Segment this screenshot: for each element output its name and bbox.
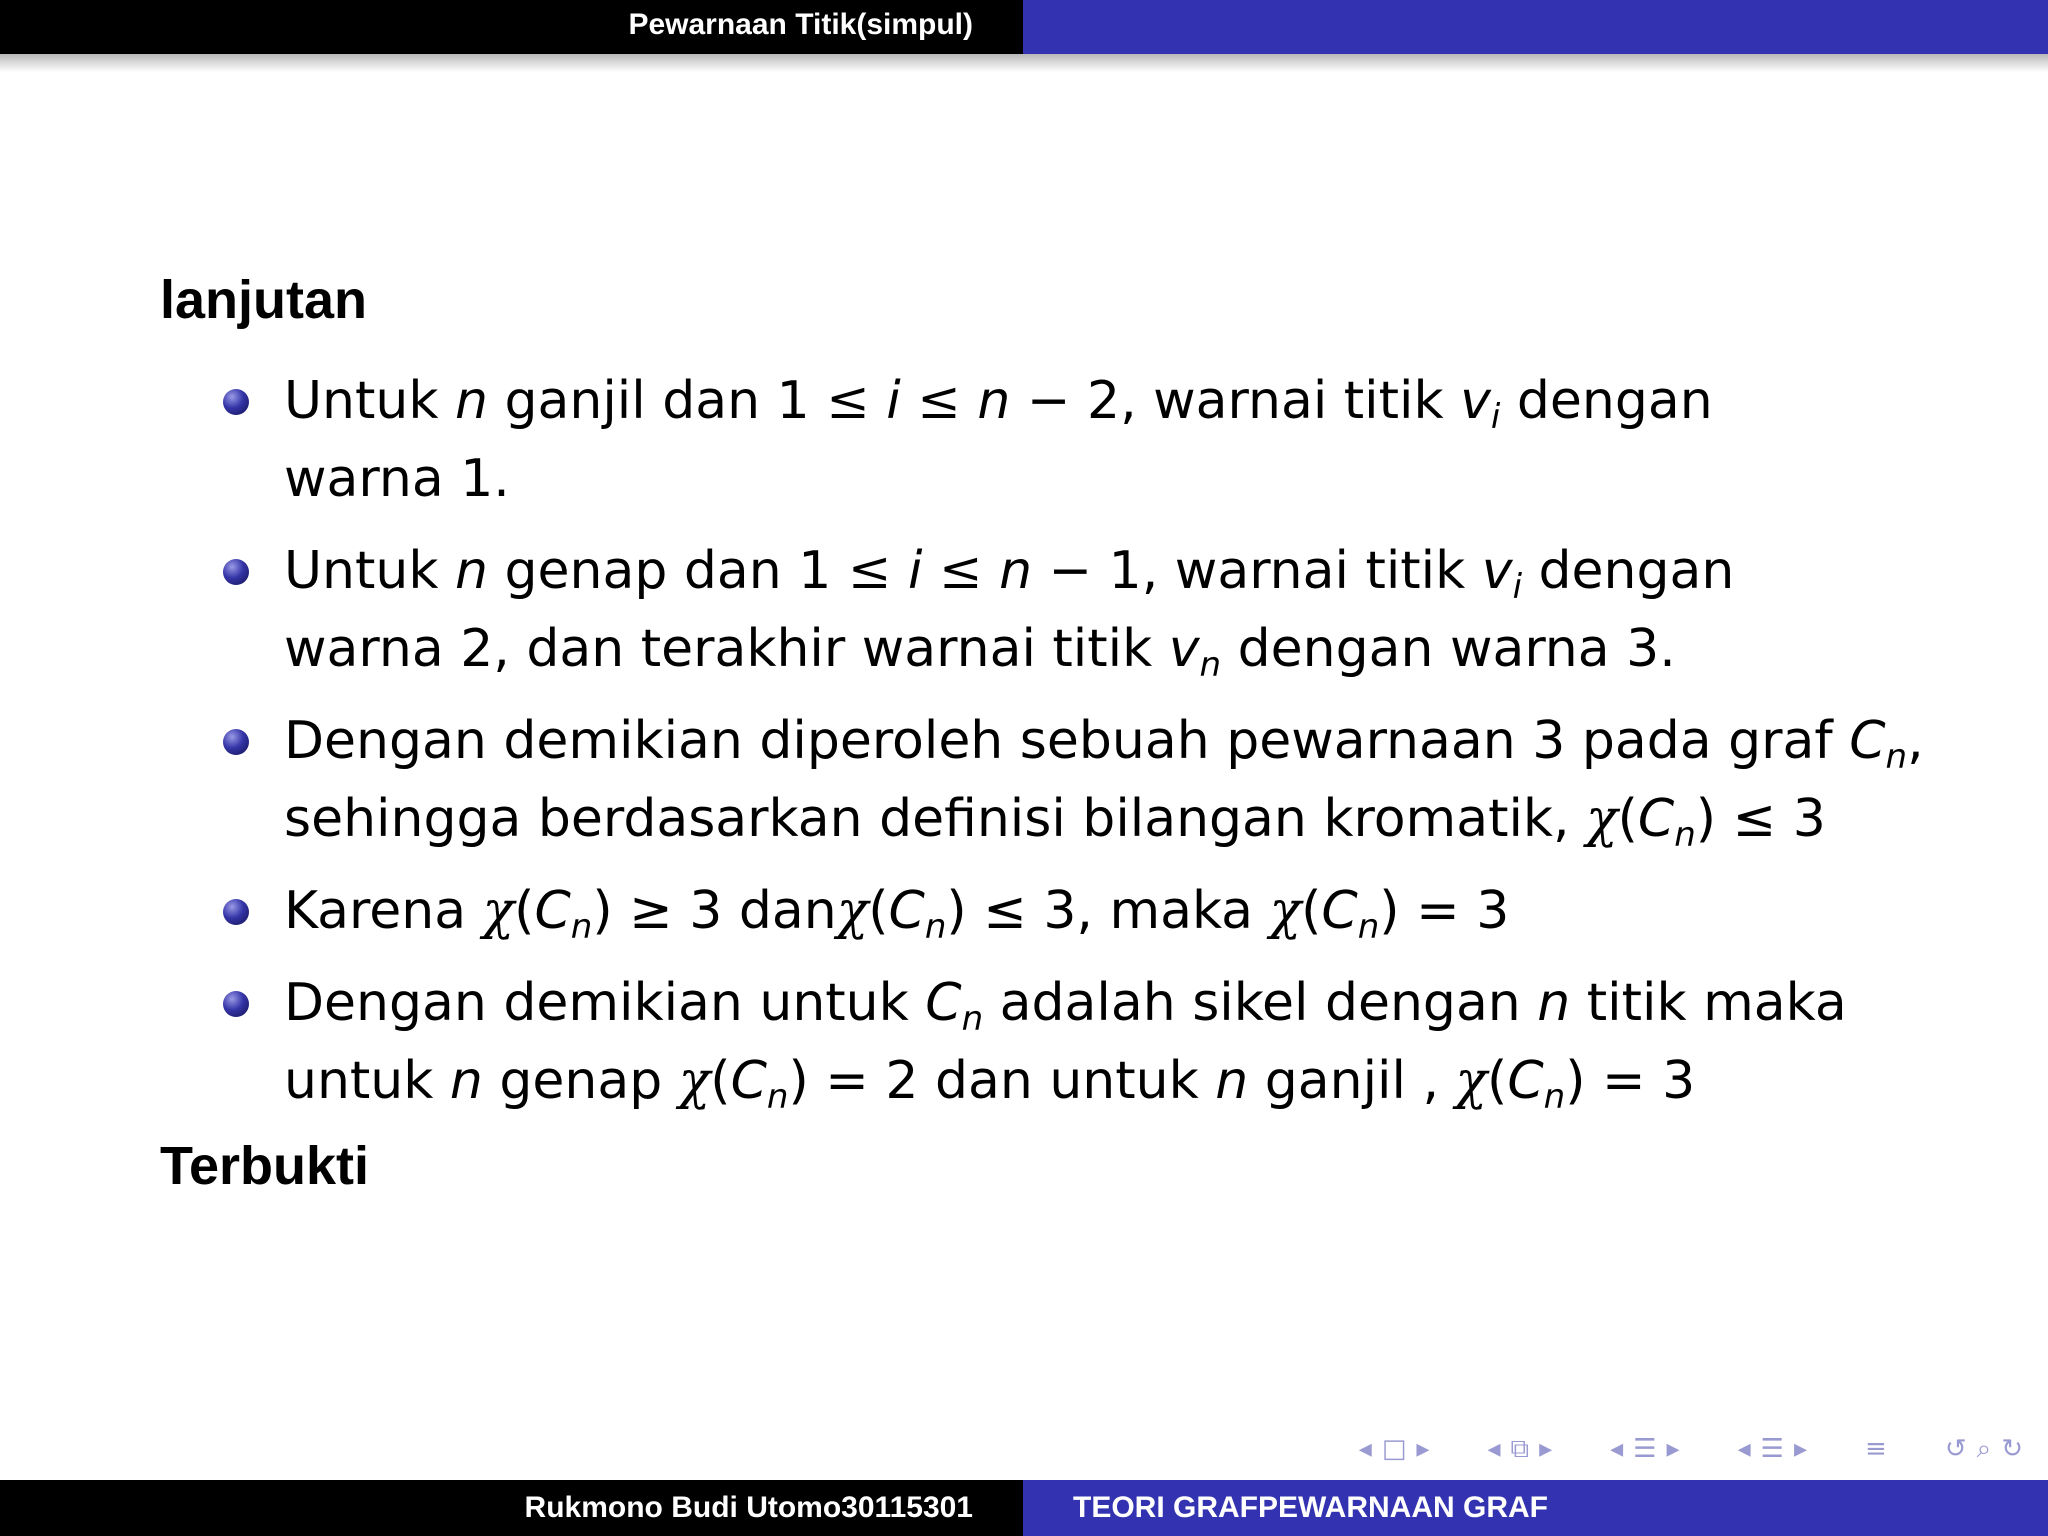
math-var: v — [1481, 541, 1513, 601]
block-heading-terbukti: Terbukti — [160, 1136, 370, 1196]
math-subscript: n — [924, 907, 947, 947]
nav-subsection-icon[interactable]: ⧉ — [1510, 1433, 1530, 1464]
math-paren: ( — [1487, 1051, 1508, 1111]
list-item — [0, 532, 1924, 688]
bullet-icon — [223, 899, 249, 925]
item-text: , — [1907, 711, 1924, 771]
item-text — [891, 541, 908, 601]
footline-right — [1023, 1480, 2048, 1536]
math-subscript: n — [766, 1077, 789, 1117]
block-heading-lanjutan: lanjutan — [160, 270, 368, 330]
item-text: Dengan demikian diperoleh sebuah pewarnaan 3 pada graf — [284, 711, 1850, 771]
nav-prev-frame-icon[interactable]: ◂ — [1358, 1434, 1372, 1464]
item-text: sehingga berdasarkan definisi bilangan kromatik, — [284, 789, 1587, 849]
nav-next-subsection-icon[interactable]: ▸ — [1539, 1434, 1553, 1464]
math-subscript: n — [1885, 737, 1908, 777]
math-var: C — [1849, 711, 1886, 771]
headline-right — [1023, 0, 2048, 54]
math-subscript: n — [961, 999, 984, 1039]
nav-section-icon[interactable]: ☰ — [1633, 1434, 1657, 1464]
math-var: C — [1507, 1051, 1544, 1111]
headline-shadow — [0, 54, 2048, 72]
math-var: n — [977, 371, 1011, 431]
nav-align-icon[interactable]: ≡ — [1865, 1434, 1887, 1464]
item-text: = 3 — [1399, 881, 1510, 941]
math-var: i — [886, 371, 901, 431]
math-subscript: n — [1357, 907, 1380, 947]
beamer-navigation-bar — [1354, 1432, 2028, 1466]
nav-next-section-icon[interactable]: ▸ — [1793, 1434, 1808, 1464]
math-symbol: ≤ — [938, 541, 983, 601]
item-text: warna 2, dan terakhir warnai titik — [284, 619, 1169, 679]
math-var: v — [1460, 371, 1491, 431]
math-paren: ( — [514, 881, 535, 941]
bullet-icon — [223, 729, 249, 755]
nav-prev-section-icon[interactable]: ◂ — [1610, 1434, 1624, 1464]
frame-section-title[interactable]: Pewarnaan Titik(simpul) — [628, 8, 973, 41]
math-subscript: n — [1543, 1077, 1566, 1117]
item-text: = 3 — [1585, 1051, 1696, 1111]
math-var: i — [907, 541, 923, 601]
item-text: ≤ 3, maka — [966, 881, 1270, 941]
list-item — [0, 362, 1924, 518]
math-var: n — [1215, 1051, 1249, 1111]
item-text: − 2, warnai titik — [1010, 371, 1461, 431]
item-text: ganjil , — [1248, 1051, 1456, 1111]
headline-bar — [0, 0, 2048, 54]
math-var: C — [534, 881, 571, 941]
item-text — [961, 371, 978, 431]
nav-back-icon[interactable]: ↺ — [1944, 1434, 1967, 1464]
math-chi: χ — [836, 881, 869, 941]
footline-left — [0, 1480, 1023, 1536]
math-subscript: n — [570, 907, 593, 947]
footer-title: TEORI GRAFPEWARNAAN GRAF — [1073, 1491, 1548, 1524]
footline-bar — [0, 1480, 2048, 1536]
math-var: C — [1637, 789, 1675, 849]
item-text: dengan — [1500, 371, 1713, 431]
math-var: n — [449, 1051, 483, 1111]
math-symbol: ≤ — [826, 371, 870, 431]
nav-prev-subsection-icon[interactable]: ◂ — [1487, 1434, 1501, 1464]
math-var: v — [1168, 619, 1200, 679]
item-text: dengan warna 3. — [1221, 619, 1676, 679]
math-paren: ) — [1695, 789, 1717, 849]
item-text: ≥ 3 dan — [612, 881, 837, 941]
math-symbol: ≤ — [917, 371, 961, 431]
bullet-icon — [223, 559, 249, 585]
item-text: − 1, warnai titik — [1032, 541, 1482, 601]
item-text: Karena — [284, 881, 483, 941]
math-var: C — [1321, 881, 1358, 941]
item-text — [870, 371, 887, 431]
nav-frame-icon[interactable]: □ — [1381, 1434, 1407, 1464]
nav-section-icon[interactable]: ☰ — [1760, 1434, 1784, 1464]
item-text: genap — [482, 1051, 679, 1111]
item-text — [901, 371, 918, 431]
math-paren: ( — [1617, 789, 1638, 849]
item-text: titik maka — [1570, 973, 1847, 1033]
math-paren: ) — [1379, 881, 1400, 941]
math-chi: χ — [678, 1051, 711, 1111]
list-item — [0, 702, 1924, 858]
math-paren: ( — [1301, 881, 1322, 941]
item-text: Dengan demikian untuk — [284, 973, 926, 1033]
item-text — [922, 541, 939, 601]
nav-prev-section-icon[interactable]: ◂ — [1737, 1434, 1751, 1464]
bullet-icon — [223, 389, 249, 415]
item-text: Untuk — [284, 371, 456, 431]
math-chi: χ — [1586, 789, 1618, 849]
item-text: genap dan 1 — [487, 541, 848, 601]
math-var: n — [455, 541, 488, 601]
nav-next-section-icon[interactable]: ▸ — [1666, 1434, 1680, 1464]
item-text: Untuk — [284, 541, 456, 601]
math-paren: ) — [788, 1051, 809, 1111]
math-paren: ) — [946, 881, 967, 941]
math-var: C — [888, 881, 925, 941]
math-chi: χ — [482, 881, 515, 941]
math-paren: ) — [592, 881, 613, 941]
headline-left — [0, 0, 1023, 54]
nav-forward-icon[interactable]: ↻ — [2001, 1434, 2023, 1464]
list-item — [0, 872, 1924, 950]
item-text — [983, 541, 1000, 601]
nav-search-icon[interactable]: ⌕ — [1976, 1433, 1992, 1464]
math-paren: ( — [868, 881, 889, 941]
math-var: n — [999, 541, 1033, 601]
nav-next-frame-icon[interactable]: ▸ — [1416, 1434, 1430, 1464]
math-chi: χ — [1269, 881, 1302, 941]
item-text: untuk — [284, 1051, 450, 1111]
math-subscript: i — [1512, 567, 1523, 607]
math-paren: ( — [710, 1051, 731, 1111]
item-text: adalah sikel dengan — [983, 973, 1538, 1033]
math-subscript: n — [1199, 645, 1222, 685]
item-text: ≤ 3 — [1716, 789, 1826, 849]
math-var: n — [455, 371, 488, 431]
bullet-icon — [223, 991, 249, 1017]
math-var: n — [1537, 973, 1571, 1033]
bullet-list — [0, 362, 1924, 1134]
item-text: ganjil dan 1 — [487, 371, 827, 431]
list-item — [0, 964, 1924, 1120]
footer-author: Rukmono Budi Utomo30115301 — [524, 1491, 973, 1524]
item-text: dengan — [1522, 541, 1735, 601]
math-subscript: i — [1490, 397, 1501, 437]
math-var: C — [730, 1051, 767, 1111]
math-symbol: ≤ — [847, 541, 892, 601]
math-var: C — [925, 973, 962, 1033]
item-text: = 2 dan untuk — [808, 1051, 1216, 1111]
math-paren: ) — [1565, 1051, 1586, 1111]
math-subscript: n — [1674, 815, 1696, 855]
math-chi: χ — [1455, 1051, 1488, 1111]
item-text: warna 1. — [284, 449, 510, 509]
